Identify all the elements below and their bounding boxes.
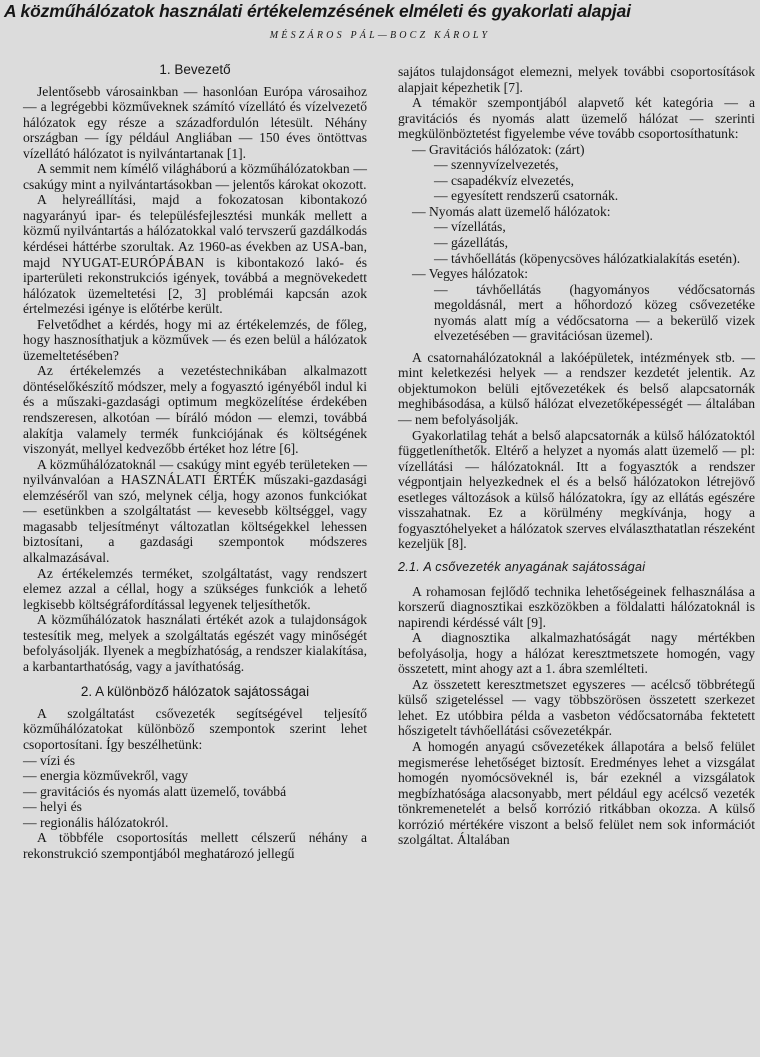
paragraph: A közműhálózatok használati értékét azok a tulajdonságok testesítik meg, melyek a szolgáltatás egészét vagy minőségét befolyásolják. Ilyenek a megbízhatóság, a rendszer kialakítása, a karbantarthatóság, vagy a javíthatóság. xyxy=(23,612,367,674)
list-item: — regionális hálózatokról. xyxy=(23,814,169,830)
paragraph: A homogén anyagú csővezetékek állapotára a belső felület megismerése lehetőséget biztosít. Eredményes lehet a vizsgálat homogén nyomócsöveknél is, bár ezeknél a vizsgálatok megbízhatósága alacsonyabb, mert például egy acélcső vezeték tönkremenetelét a belső korrózió ritkábban okozza. A külső korrózió mértékére viszont a belső felület nem sok információt szolgáltat. Általában xyxy=(398,738,755,848)
right-column xyxy=(398,64,755,848)
paragraph: Gyakorlatilag tehát a belső alapcsatornák a külső hálózatoktól függetleníthetők. Eltérő a helyzet a nyomás alatt üzemelő — pl: vízellátási — hálózatoknál. Itt a fogyasztók a rendszer végpontjain helyezkednek el és a belső hálózatokon létrejövő esetleges változások a külső hálózatokra, így az ellátás egészére visszahatnak. Ez a körülmény megkívánja, hogy a fogyasztóhelyeket a hálózatok szerves elválaszthatatlan részeként kezeljük [8]. xyxy=(398,427,755,552)
list-item: — helyi és xyxy=(23,799,82,815)
list-item: — távhőellátás (köpenycsöves hálózatkialakítás esetén). xyxy=(434,250,741,266)
paragraph: sajátos tulajdonságot elemezni, melyek további csoportosítások alapjait képezhetik [7]. xyxy=(398,64,755,95)
paragraph: A témakör szempontjából alapvető két kategória — a gravitációs és nyomás alatt üzemelő hálózat — szerinti megkülönböztetést figyelembe véve tovább csoportosíthatunk: xyxy=(398,95,755,142)
list-item: — gravitációs és nyomás alatt üzemelő, továbbá xyxy=(23,783,287,799)
left-column xyxy=(23,58,367,861)
paragraph: A szolgáltatást csővezeték segítségével teljesítő közműhálózatokat különböző szempontok szerint lehet csoportosítani. Így beszélhetünk: xyxy=(23,705,367,752)
group-heading: — Gravitációs hálózatok: (zárt) xyxy=(412,141,585,157)
paragraph: Az összetett keresztmetszet egyszeres — acélcső többrétegű külső szigeteléssel — vagy többszörösen összetett szerkezet lehet. Ez utóbbira példa a vasbeton védőcsatornába fektetett hőszigetelt távhőellátási csővezetékpár. xyxy=(398,676,755,739)
list-item: — vízellátás, xyxy=(434,219,506,235)
group-heading: — Vegyes hálózatok: xyxy=(412,266,529,282)
list-item: — csapadékvíz elvezetés, xyxy=(434,172,575,188)
paragraph: A helyreállítási, majd a fokozatosan kibontakozó nagyarányú ipar- és településfejlesztési munkák mellett a közmű nyilvántartás a hálózatokkal való tervszerű gazdálkodás kérdései háttérbe szorultak. Az 1960-as években az USA-ban, majd NYUGAT-EURÓPÁBAN is kibontakozó lakó- és iparterületi rekonstrukciós igények, továbbá a megnövekedett hálózatok üzemeltetési [2, 3] problémái kapcsán azok értelmezési igénye is előtérbe került. xyxy=(23,192,367,317)
paragraph: A rohamosan fejlődő technika lehetőségeinek felhasználása a korszerű diagnosztikai eszközökben a földalatti hálózatoknál is napirendi kérdéssé vált [9]. xyxy=(398,583,755,630)
article-authors: MÉSZÁROS PÁL—BOCZ KÁROLY xyxy=(269,30,491,41)
list-item: — távhőellátás (hagyományos védőcsatornás megoldásnál, mert a hőhordozó közeg csővezetéke nyomás alatt míg a védőcsatorna — a bekerülő vizek elvezetésében — gravitációsan üzemel). xyxy=(434,281,755,344)
paragraph: A semmit nem kímélő világháború a közműhálózatokban — csakúgy mint a nyilvántartásokban — jelentős károkat okozott. xyxy=(23,161,367,192)
list-item: — szennyvízelvezetés, xyxy=(434,157,559,173)
list-item: — gázellátás, xyxy=(434,235,508,251)
paragraph: Felvetődhet a kérdés, hogy mi az értékelemzés, de főleg, hogy hasznosíthatjuk a közművek — és ezen belül a hálózatok üzemeltetésében? xyxy=(23,316,367,363)
section-heading-introduction: 1. Bevezető xyxy=(159,62,231,77)
paragraph: A csatornahálózatoknál a lakóépületek, intézmények stb. — mint keletkezési helyek — a rendszer kezdetét jelentik. Az objektumokon belüli ejtővezetékek és belső alapcsatornák meghibásodása, a külső hálózat elvezetőképességét — általában — nem befolyásolják. xyxy=(398,349,755,428)
list-item: — egyesített rendszerű csatornák. xyxy=(434,188,619,204)
paragraph: A diagnosztika alkalmazhatóságát nagy mértékben befolyásolja, hogy a hálózat keresztmetszete homogén, vagy összetett, mint ahogy azt a 1. ábra szemlélteti. xyxy=(398,630,755,677)
paragraph: Jelentősebb városainkban — hasonlóan Európa városaihoz — a legrégebbi közműveknek számító vízellátó és vízelvezető hálózatok egy része a századfordulón létesült. Néhány országban — így például Angliában — 150 éves öntöttvas vízellátó hálózatot is nyilvántartanak [1]. xyxy=(23,83,367,161)
group-heading: — Nyomás alatt üzemelő hálózatok: xyxy=(412,203,611,219)
section-heading-networks: 2. A különböző hálózatok sajátosságai xyxy=(80,684,310,700)
network-groups xyxy=(398,142,755,344)
category-list xyxy=(23,753,367,831)
paragraph: A közműhálózatoknál — csakúgy mint egyéb területeken — nyilvánvalóan a HASZNÁLATI ÉRTÉK műszaki-gazdasági elemzéséről van szó, melynek célja, hogy azonos funkciókat — esetünkben a szolgáltatást — kevesebb költséggel, vagy magasabb teljesítményt változatlan költségekkel lehessen biztosítani, a gazdasági szempontok módszeres alkalmazásával. xyxy=(23,456,367,565)
paragraph: A többféle csoportosítás mellett célszerű néhány a rekonstrukció szempontjából meghatározó jellegű xyxy=(23,830,367,861)
subsection-heading: 2.1. A csővezeték anyagának sajátosságai xyxy=(398,559,646,574)
list-item: — energia közművekről, vagy xyxy=(23,768,189,784)
paragraph: Az értékelemzés terméket, szolgáltatást, vagy rendszert elemez azzal a céllal, hogy a szükséges funkciók a lehető legkisebb költségráfordítással legyenek teljesíthetők. xyxy=(23,565,367,612)
article-title: A közműhálózatok használati értékelemzésének elméleti és gyakorlati alapjai xyxy=(4,1,631,21)
list-item: — vízi és xyxy=(23,752,76,768)
paragraph: Az értékelemzés a vezetéstechnikában alkalmazott döntéselőkészítő módszer, mely a fogyasztó igényéből indul ki és a műszaki-gazdasági optimum megközelítése érdekében rendszeresen, alkotóan — bíráló módon — elemzi, továbbá alakítja valamely termék funkciójának és költségének viszonyát, mellyel kedvezőbb értéket hoz létre [6]. xyxy=(23,363,367,457)
